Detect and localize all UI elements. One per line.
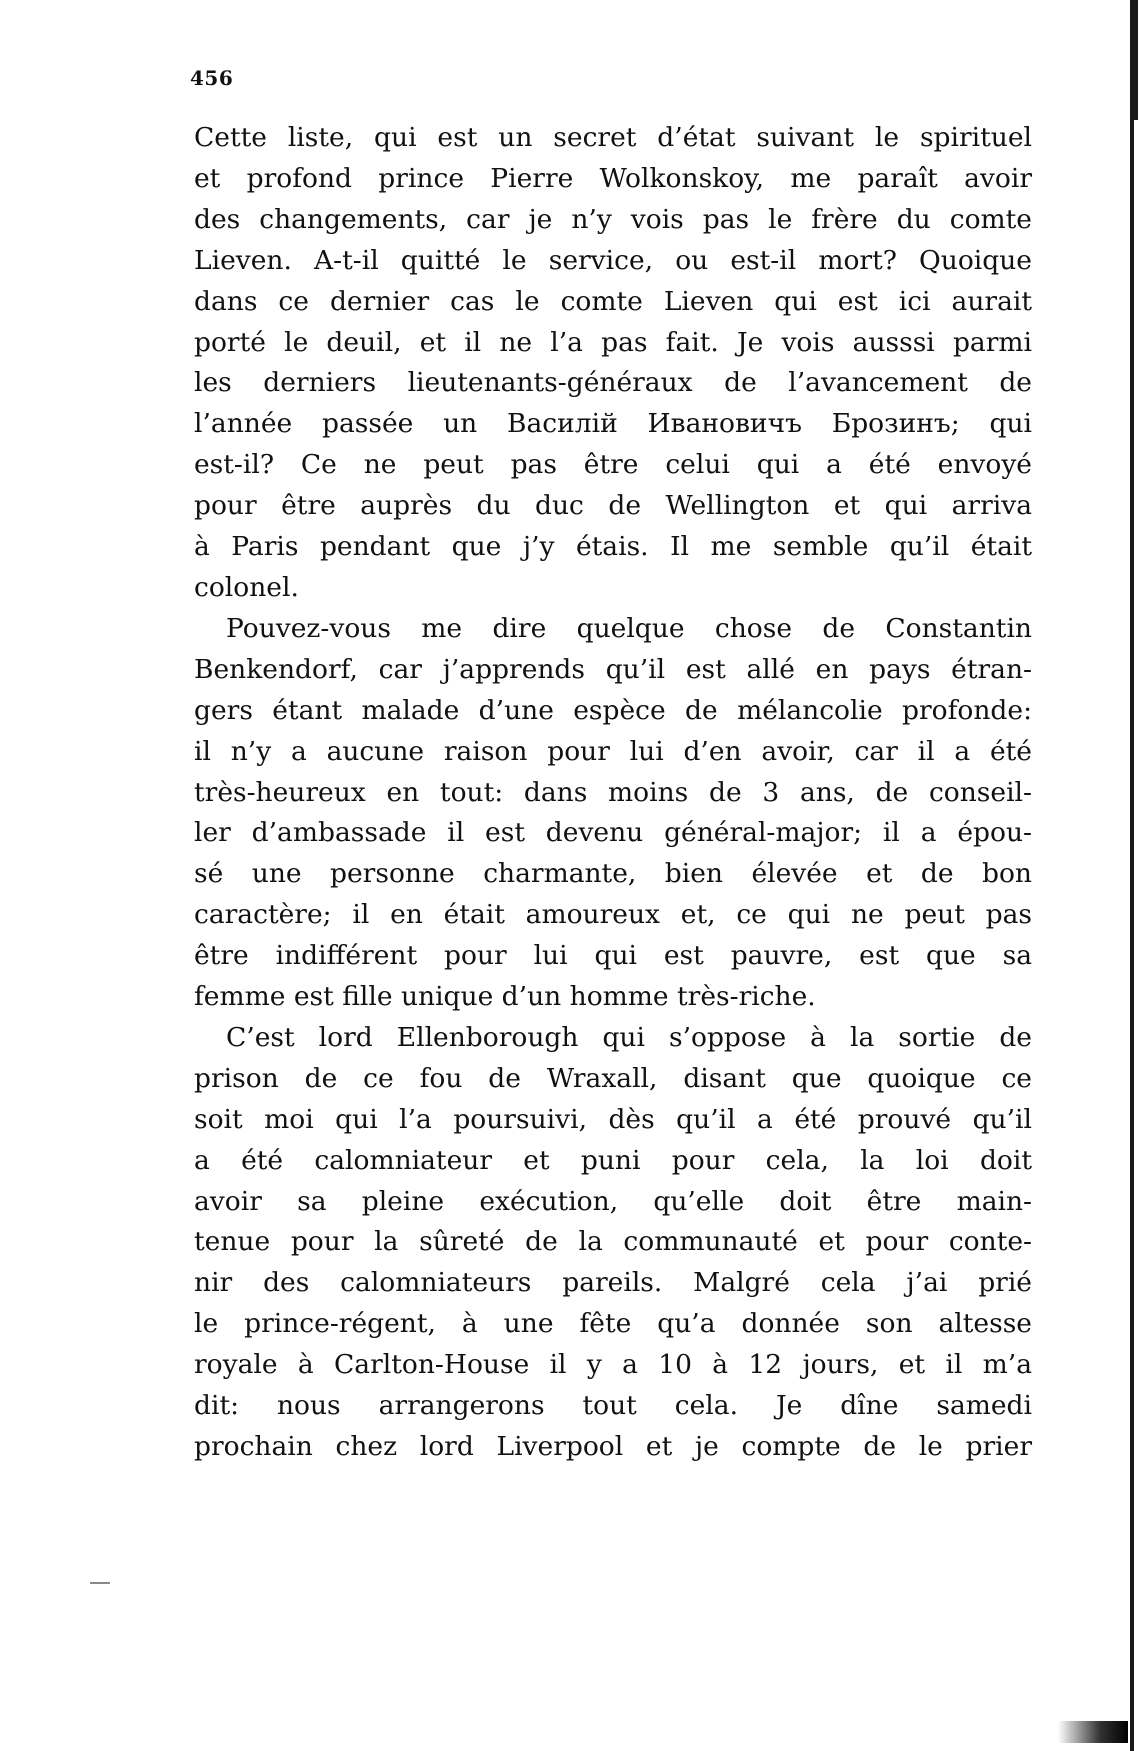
text-line: les derniers lieutenants-généraux de l’avancement de: [194, 367, 1032, 399]
text-line: le prince-régent, à une fête qu’a donnée son altesse: [194, 1308, 1032, 1340]
margin-mark: [90, 1582, 110, 1584]
text-line: porté le deuil, et il ne l’a pas fait. Je vois ausssi parmi: [194, 326, 1032, 358]
text-line: sé une personne charmante, bien élevée et de bon: [194, 858, 1032, 890]
scan-smudge: [1058, 1721, 1128, 1743]
text-line: l’année passée un Василій Ивановичъ Брозинъ; qui: [194, 408, 1032, 440]
text-line: prochain chez lord Liverpool et je compte de le prier: [194, 1431, 1032, 1462]
text-line: à Paris pendant que j’y étais. Il me semble qu’il était: [194, 531, 1032, 563]
text-line: prison de ce fou de Wraxall, disant que quoique ce: [194, 1062, 1032, 1094]
text-line: pour être auprès du duc de Wellington et qui arriva: [194, 490, 1032, 522]
text-line: Pouvez-vous me dire quelque chose de Constantin: [226, 612, 1032, 644]
page-edge-shadow-top: [1130, 0, 1138, 120]
text-line: caractère; il en était amoureux et, ce qui ne peut pas: [194, 899, 1032, 931]
page-number: 456: [190, 66, 234, 90]
paragraph-2: [194, 609, 1032, 1018]
paragraph-1: [194, 118, 1032, 609]
text-line: ler d’ambassade il est devenu général-major; il a épou-: [194, 817, 1032, 849]
text-line: être indifférent pour lui qui est pauvre, est que sa: [194, 940, 1032, 972]
text-line: C’est lord Ellenborough qui s’oppose à la sortie de: [226, 1021, 1032, 1053]
text-line: royale à Carlton-House il y a 10 à 12 jours, et il m’a: [194, 1349, 1032, 1381]
text-line: soit moi qui l’a poursuivi, dès qu’il a été prouvé qu’il: [194, 1103, 1032, 1135]
paragraph-3: [194, 1018, 1032, 1468]
text-line: gers étant malade d’une espèce de mélancolie profonde:: [194, 694, 1032, 726]
text-line: des changements, car je n’y vois pas le frère du comte: [194, 203, 1032, 235]
text-line: tenue pour la sûreté de la communauté et pour conte-: [194, 1226, 1032, 1258]
text-line: il n’y a aucune raison pour lui d’en avoir, car il a été: [194, 735, 1032, 767]
page-edge-shadow: [1130, 0, 1134, 1751]
text-line: avoir sa pleine exécution, qu’elle doit être main-: [194, 1185, 1032, 1217]
text-line: est-il? Ce ne peut pas être celui qui a été envoyé: [194, 449, 1032, 481]
text-line: et profond prince Pierre Wolkonskoy, me paraît avoir: [194, 162, 1032, 194]
text-line: nir des calomniateurs pareils. Malgré cela j’ai prié: [194, 1267, 1032, 1299]
text-line: Lieven. A-t-il quitté le service, ou est-il mort? Quoique: [194, 244, 1032, 276]
text-line: colonel.: [194, 571, 299, 603]
text-line: dit: nous arrangerons tout cela. Je dîne samedi: [194, 1390, 1032, 1422]
text-line: a été calomniateur et puni pour cela, la loi doit: [194, 1144, 1032, 1176]
text-line: femme est fille unique d’un homme très-riche.: [194, 981, 816, 1013]
text-line: dans ce dernier cas le comte Lieven qui est ici aurait: [194, 285, 1032, 317]
text-line: Cette liste, qui est un secret d’état suivant le spirituel: [194, 122, 1032, 153]
text-line: Benkendorf, car j’apprends qu’il est allé en pays étran-: [194, 653, 1032, 685]
text-line: très-heureux en tout: dans moins de 3 ans, de conseil-: [194, 776, 1032, 808]
body-text: [194, 118, 1032, 1468]
